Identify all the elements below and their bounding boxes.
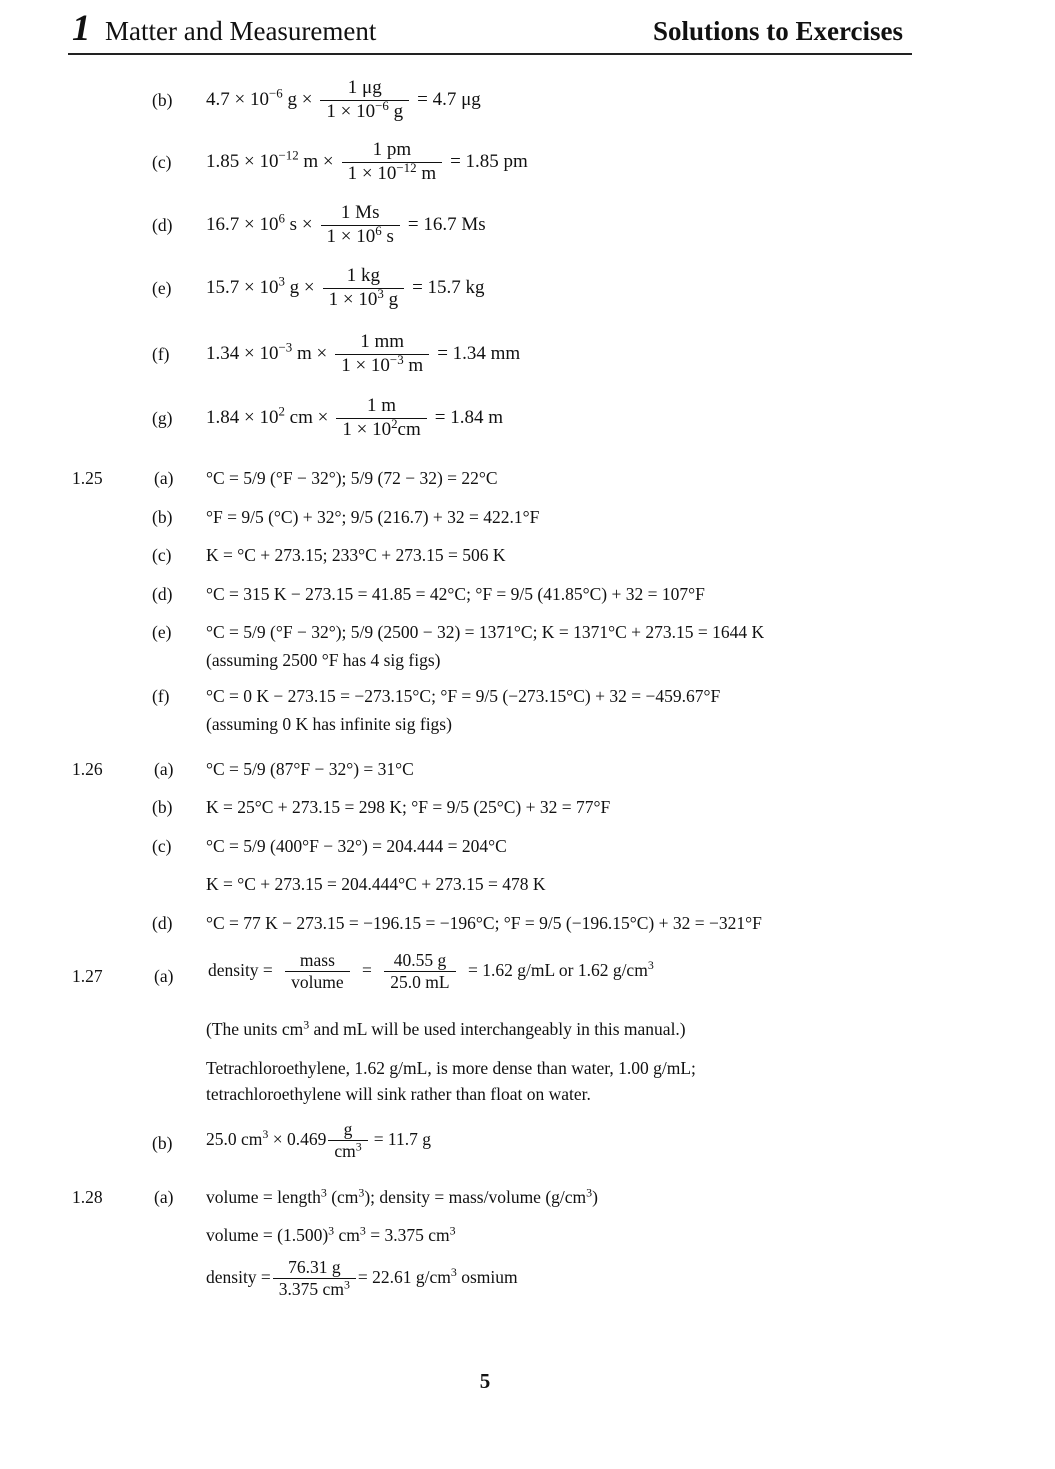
exponent: 3 (647, 958, 654, 973)
equation-result: = 11.7 g (373, 1128, 432, 1149)
equation-lhs: 15.7 × 10 (206, 276, 279, 298)
exponent: −12 (278, 147, 299, 163)
answer-text: K = °C + 273.15; 233°C + 273.15 = 506 K (206, 545, 506, 565)
fraction-denominator: volume (291, 972, 344, 993)
fraction (323, 266, 404, 311)
part-label: (g) (152, 408, 173, 428)
chapter-title: Matter and Measurement (105, 16, 377, 46)
equation-lhs: 1.85 × 10 (206, 150, 279, 172)
exponent: −12 (396, 159, 417, 175)
equation-unit: m × (292, 342, 328, 364)
question-number: 1.26 (72, 759, 103, 779)
equals-sign: = (362, 959, 372, 980)
fraction (384, 951, 455, 993)
chapter-number: 1 (72, 8, 91, 49)
denominator-unit: cm (397, 418, 421, 440)
part-label: (c) (152, 836, 172, 856)
fraction (335, 332, 429, 377)
fraction-numerator: 40.55 g (384, 951, 455, 972)
part-label: (a) (154, 468, 174, 488)
denominator-text: 1 × 10 (347, 162, 397, 184)
exponent: 3 (303, 1017, 310, 1032)
part-label: (a) (154, 759, 174, 779)
conversion-equation (206, 78, 481, 123)
denominator-text: cm (334, 1141, 356, 1162)
exponent: 3 (328, 1223, 335, 1238)
equation-lhs: density = (208, 959, 273, 980)
part-label: (e) (152, 278, 172, 298)
denominator-unit: g (383, 288, 399, 310)
conversion-equation (206, 266, 485, 311)
exponent: 3 (262, 1127, 269, 1142)
exponent: −6 (375, 97, 389, 113)
fraction (321, 203, 400, 248)
denominator-unit: m (416, 162, 437, 184)
denominator-text: 3.375 cm (278, 1279, 344, 1300)
fraction-numerator: 1 pm (342, 140, 442, 163)
exponent: 6 (375, 222, 382, 238)
exponent: 2 (391, 415, 398, 431)
equation-unit: cm × (284, 406, 329, 428)
part-label: (d) (152, 584, 173, 604)
part-label: (f) (152, 686, 170, 706)
equation-factor: × 0.469 (268, 1128, 327, 1149)
answer-text: °C = 315 K − 273.15 = 41.85 = 42°C; °F = 9/5 (41.85°C) + 32 = 107°F (206, 584, 705, 604)
part-label: (b) (152, 507, 173, 527)
density-equation (208, 951, 654, 993)
text-run: volume = length (206, 1187, 321, 1207)
denominator-text: 1 × 10 (328, 288, 378, 310)
exponent: 6 (278, 210, 285, 226)
part-label: (e) (152, 622, 172, 642)
conversion-equation (206, 396, 503, 441)
explanation-line: tetrachloroethylene will sink rather than float on water. (206, 1084, 591, 1104)
exponent: 3 (278, 273, 285, 289)
explanation-line: Tetrachloroethylene, 1.62 g/mL, is more dense than water, 1.00 g/mL; (206, 1058, 696, 1078)
fraction-denominator: 25.0 mL (390, 972, 450, 993)
equation-result: = 1.34 mm (437, 342, 521, 364)
fraction-numerator: 76.31 g (273, 1258, 356, 1279)
equation-result: = 22.61 g/cm (357, 1266, 451, 1287)
fraction (342, 140, 442, 185)
equation-unit: s × (284, 213, 313, 235)
part-label: (c) (152, 152, 172, 172)
fraction-numerator: 1 m (336, 396, 426, 419)
equation-unit: g × (284, 276, 315, 298)
equation-result: = 4.7 μg (417, 88, 481, 110)
exponent: 3 (343, 1277, 350, 1292)
question-number: 1.28 (72, 1187, 103, 1207)
equation-lhs: 25.0 cm (206, 1128, 263, 1149)
text-run: volume = (1.500) (206, 1225, 329, 1245)
fraction (285, 951, 350, 993)
equation-result: = 1.62 g/mL or 1.62 g/cm (467, 959, 648, 980)
equation-lhs: 16.7 × 10 (206, 213, 279, 235)
equation-unit: g × (282, 88, 313, 110)
density-result-equation (206, 1258, 518, 1300)
units-note (206, 1019, 686, 1040)
denominator-unit: s (381, 225, 394, 247)
answer-text: °C = 77 K − 273.15 = −196.15 = −196°C; °F = 9/5 (−196.15°C) + 32 = −321°F (206, 913, 762, 933)
exponent: 3 (450, 1265, 457, 1280)
fraction-numerator: 1 mm (335, 332, 429, 355)
equation-result: = 15.7 kg (412, 276, 485, 298)
question-number: 1.27 (72, 966, 103, 986)
part-label: (d) (152, 913, 173, 933)
fraction-denominator (323, 285, 404, 311)
equation-lhs: 4.7 × 10 (206, 88, 269, 110)
answer-text: °F = 9/5 (°C) + 32°; 9/5 (216.7) + 32 = 422.1°F (206, 507, 540, 527)
equation-unit: m × (298, 150, 334, 172)
denominator-text: 1 × 10 (326, 225, 376, 247)
exponent: 3 (355, 1139, 362, 1154)
answer-text (206, 1225, 456, 1246)
exponent: 2 (278, 403, 285, 419)
note-text: (The units cm (206, 1019, 304, 1039)
answer-note: (assuming 2500 °F has 4 sig figs) (206, 650, 441, 670)
equation-result: osmium (456, 1266, 518, 1287)
fraction (336, 396, 426, 441)
answer-text: °C = 5/9 (°F − 32°); 5/9 (72 − 32) = 22°C (206, 468, 498, 488)
equation-result: = 1.85 pm (450, 150, 528, 172)
exponent: −6 (268, 85, 283, 101)
exponent: 3 (358, 1185, 365, 1200)
part-label: (b) (152, 1133, 173, 1153)
answer-text: K = °C + 273.15 = 204.444°C + 273.15 = 478 K (206, 874, 546, 894)
part-label: (d) (152, 215, 173, 235)
part-label: (a) (154, 966, 174, 986)
text-run: = 3.375 cm (365, 1225, 450, 1245)
header-rule (68, 53, 912, 55)
text-run: ); density = mass/volume (g/cm (364, 1187, 587, 1207)
fraction-denominator (328, 1141, 367, 1161)
text-run: ) (592, 1187, 598, 1207)
fraction-numerator: 1 Ms (321, 203, 400, 226)
exponent: 3 (586, 1185, 593, 1200)
answer-text: °C = 0 K − 273.15 = −273.15°C; °F = 9/5 (−273.15°C) + 32 = −459.67°F (206, 686, 721, 706)
equation-lhs: density = (206, 1266, 271, 1287)
fraction-numerator: 1 kg (323, 266, 404, 289)
conversion-equation (206, 140, 528, 185)
denominator-text: 1 × 10 (326, 100, 376, 122)
mass-equation (206, 1120, 431, 1162)
equation-result: = 16.7 Ms (407, 213, 486, 235)
page-number: 5 (479, 1369, 491, 1393)
answer-note: (assuming 0 K has infinite sig figs) (206, 714, 452, 734)
answer-text: °C = 5/9 (87°F − 32°) = 31°C (206, 759, 414, 779)
part-label: (f) (152, 344, 170, 364)
note-text: and mL will be used interchangeably in this manual.) (309, 1019, 686, 1039)
denominator-unit: m (403, 354, 424, 376)
exponent: 3 (359, 1223, 366, 1238)
text-run: cm (334, 1225, 360, 1245)
part-label: (c) (152, 545, 172, 565)
text-run: (cm (326, 1187, 359, 1207)
conversion-equation (206, 332, 520, 377)
fraction-denominator (335, 351, 429, 377)
equation-result: = 1.84 m (434, 406, 503, 428)
fraction-denominator (273, 1279, 356, 1299)
fraction-numerator: 1 μg (320, 78, 409, 101)
part-label: (b) (152, 797, 173, 817)
answer-text: K = 25°C + 273.15 = 298 K; °F = 9/5 (25°C) + 32 = 77°F (206, 797, 611, 817)
exponent: −3 (278, 339, 293, 355)
fraction-denominator (320, 97, 409, 123)
exponent: 3 (320, 1185, 327, 1200)
fraction-numerator: g (328, 1120, 367, 1141)
denominator-text: 1 × 10 (341, 354, 390, 376)
denominator-text: 1 × 10 (342, 418, 392, 440)
question-number: 1.25 (72, 468, 103, 488)
part-label: (a) (154, 1187, 174, 1207)
equation-lhs: 1.84 × 10 (206, 406, 279, 428)
fraction-denominator (336, 415, 426, 441)
exponent: 3 (449, 1223, 456, 1238)
denominator-unit: g (388, 100, 404, 122)
fraction-denominator (321, 222, 400, 248)
answer-text: °C = 5/9 (400°F − 32°) = 204.444 = 204°C (206, 836, 507, 856)
section-title: Solutions to Exercises (652, 16, 903, 46)
exponent: 3 (377, 285, 384, 301)
equation-lhs: 1.34 × 10 (206, 342, 279, 364)
fraction-denominator (342, 159, 442, 185)
fraction (328, 1120, 367, 1162)
conversion-equation (206, 203, 486, 248)
fraction (273, 1258, 356, 1300)
fraction (320, 78, 409, 123)
fraction-numerator: mass (285, 951, 350, 972)
answer-text: °C = 5/9 (°F − 32°); 5/9 (2500 − 32) = 1371°C; K = 1371°C + 273.15 = 1644 K (206, 622, 765, 642)
part-label: (b) (152, 90, 173, 110)
exponent: −3 (389, 351, 404, 367)
answer-text (206, 1187, 598, 1208)
